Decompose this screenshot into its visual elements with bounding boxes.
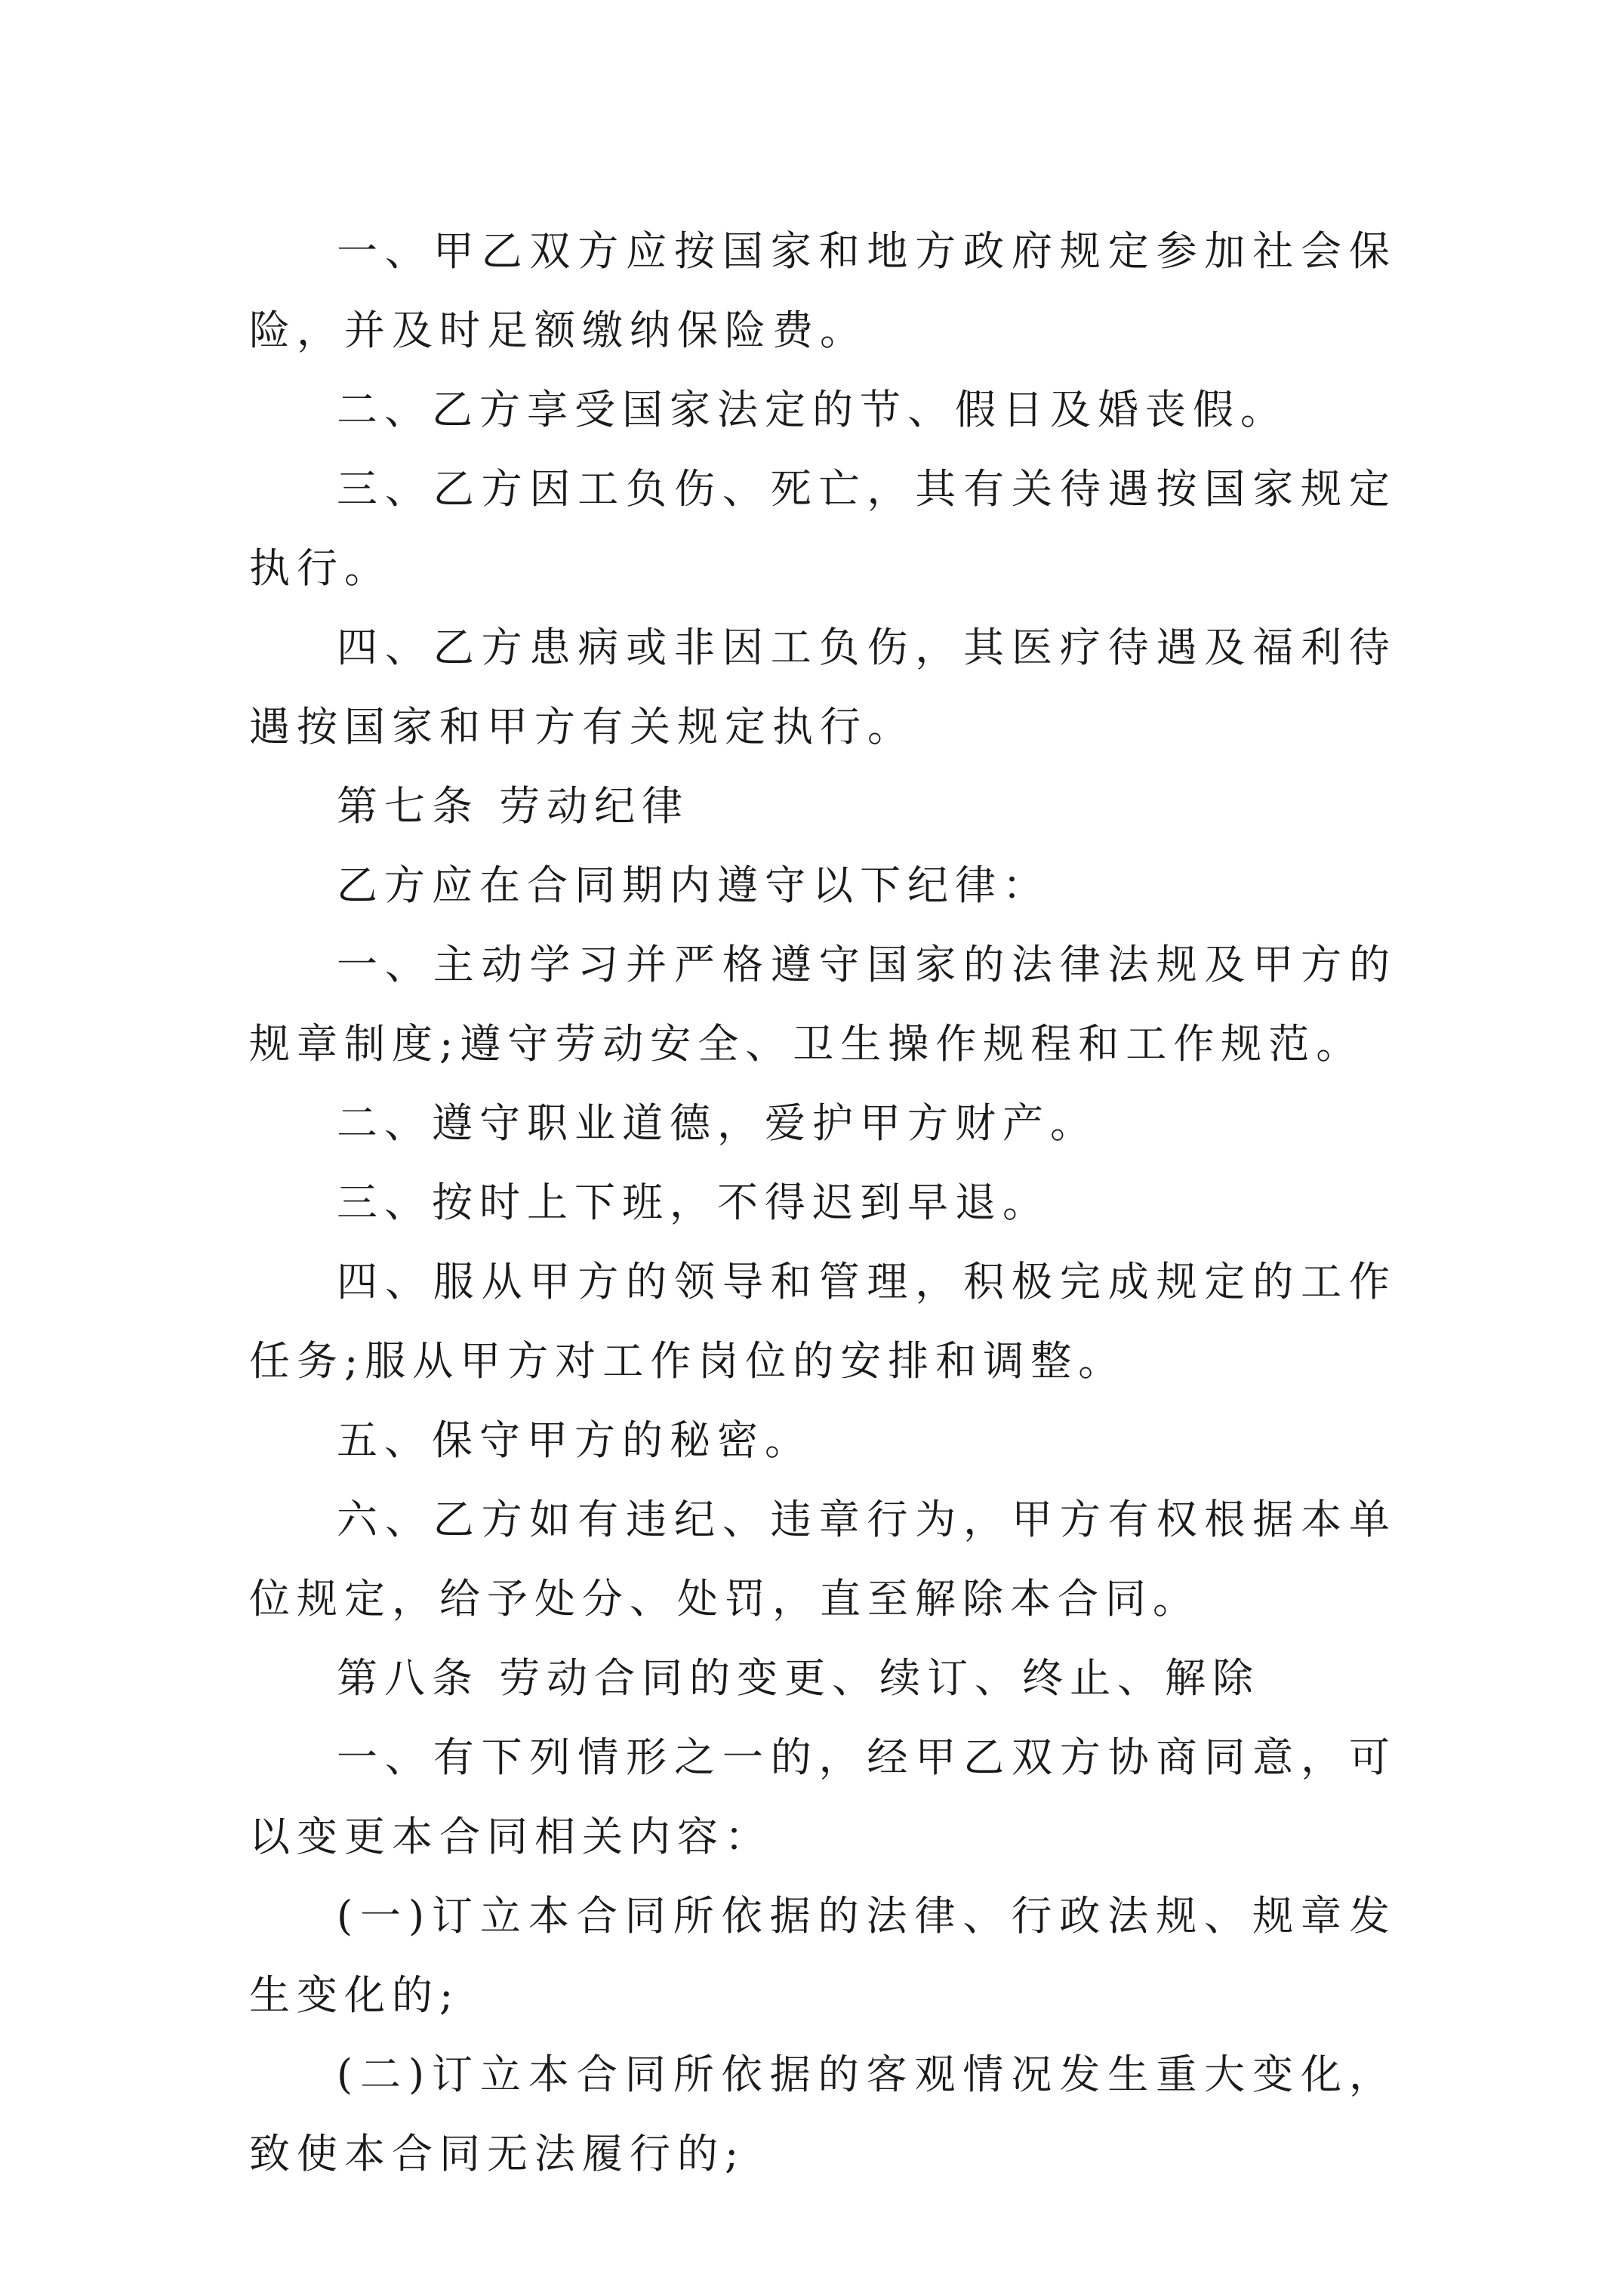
paragraph-discipline-3: 三、按时上下班，不得迟到早退。 <box>337 1179 1050 1226</box>
document-body <box>249 211 1397 2193</box>
article-8-heading: 第八条 劳动合同的变更、续订、终止、解除 <box>337 1654 1261 1702</box>
paragraph-discipline-2: 二、遵守职业道德，爱护甲方财产。 <box>337 1099 1098 1147</box>
paragraph-change-item-1: (一)订立本合同所依据的法律、行政法规、规章发生变化的; <box>249 1892 1397 2019</box>
paragraph-holidays: 二、乙方享受国家法定的节、假日及婚丧假。 <box>337 386 1288 433</box>
paragraph-discipline-1: 一、主动学习并严格遵守国家的法律法规及甲方的规章制度;遵守劳动安全、卫生操作规程和工作规范。 <box>249 941 1397 1068</box>
paragraph-discipline-intro: 乙方应在合同期内遵守以下纪律： <box>337 861 1050 909</box>
paragraph-change-conditions: 一、有下列情形之一的，经甲乙双方协商同意，可以变更本合同相关内容： <box>249 1734 1397 1860</box>
paragraph-illness: 四、乙方患病或非因工负伤，其医疗待遇及福利待遇按国家和甲方有关规定执行。 <box>249 624 1397 750</box>
paragraph-change-item-2: (二)订立本合同所依据的客观情况发生重大变化，致使本合同无法履行的; <box>249 2051 1397 2177</box>
article-7-heading: 第七条 劳动纪律 <box>337 782 690 830</box>
paragraph-discipline-5: 五、保守甲方的秘密。 <box>337 1416 812 1464</box>
paragraph-work-injury: 三、乙方因工负伤、死亡，其有关待遇按国家规定执行。 <box>249 465 1397 592</box>
paragraph-discipline-4: 四、服从甲方的领导和管理，积极完成规定的工作任务;服从甲方对工作岗位的安排和调整。 <box>249 1258 1397 1385</box>
paragraph-discipline-6: 六、乙方如有违纪、违章行为，甲方有权根据本单位规定，给予处分、处罚，直至解除本合同。 <box>249 1496 1397 1623</box>
paragraph-social-insurance: 一、甲乙双方应按国家和地方政府规定参加社会保险，并及时足额缴纳保险费。 <box>249 227 1397 354</box>
